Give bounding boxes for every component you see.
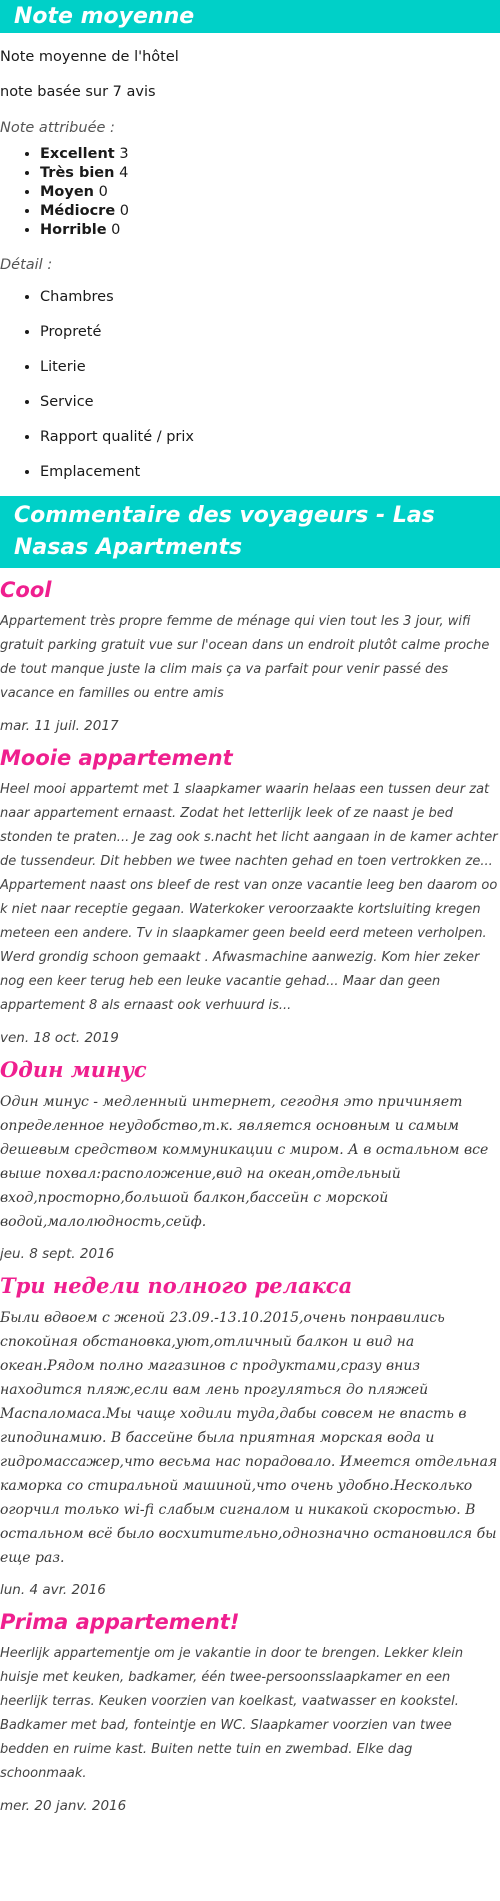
detail-list bbox=[0, 286, 500, 483]
rating-name: Excellent bbox=[40, 146, 115, 162]
detail-item-service: • Service bbox=[40, 391, 500, 413]
review-item bbox=[0, 1056, 500, 1264]
rating-count: 4 bbox=[119, 165, 129, 181]
review-title: Cool bbox=[0, 578, 52, 602]
review-title: Mooie appartement bbox=[0, 746, 233, 770]
review-title: Три недели полного релакса bbox=[0, 1273, 353, 1298]
detail-item-proprete: • Propreté bbox=[40, 321, 500, 343]
rating-count: 0 bbox=[111, 222, 121, 238]
rating-name: Horrible bbox=[40, 222, 107, 238]
rating-name: Moyen bbox=[40, 184, 94, 200]
detail-item-literie: • Literie bbox=[40, 356, 500, 378]
review-date: mar. 11 juil. 2017 bbox=[0, 718, 119, 734]
rating-name: Très bien bbox=[40, 165, 115, 181]
review-count-text: note basée sur 7 avis bbox=[0, 84, 156, 100]
ratings-label: Note attribuée : bbox=[0, 120, 115, 136]
detail-item-rapport-qualite-prix: • Rapport qualité / prix bbox=[40, 426, 500, 448]
review-body: Heel mooi appartemt met 1 slaapkamer waarin helaas een tussen deur zat naar appartement ernaast. Zodat het letterlijk leek of ze naast je bed stonden te praten... Je zag ook s.nacht het licht aangaan in de kamer achter de tussendeur. Dit hebben we twee nachten gehad en toen vertrokken ze... Appartement naast ons bleef de rest van onze vacantie leeg ben daarom oo k niet naar receptie gegaan. Waterkoker veroorzaakte kortsluiting kregen meteen een andere. Tv in slaapkamer geen beeld eerd meteen verholpen. Werd grondig schoon gemaakt . Afwasmachine aanwezig. Kom hier zeker nog een keer terug heb een leuke vacantie gehad... Maar dan geen appartement 8 als ernaast ook verhuurd is... bbox=[0, 782, 498, 1013]
rating-item-mediocre bbox=[40, 202, 500, 221]
detail-item-emplacement: • Emplacement bbox=[40, 461, 500, 483]
rating-item-horrible bbox=[40, 221, 500, 240]
review-body: Heerlijk appartementje om je vakantie in door te brengen. Lekker klein huisje met keuken, badkamer, één twee-persoonsslaapkamer en een heerlijk terras. Keuken voorzien van koelkast, vaatwasser en kookstel. Badkamer met bad, fonteintje en WC. Slaapkamer voorzien van twee bedden en ruime kast. Buiten nette tuin en zwembad. Elke dag schoonmaak. bbox=[0, 1646, 464, 1781]
review-title: Prima appartement! bbox=[0, 1610, 240, 1634]
detail-label: Détail : bbox=[0, 257, 53, 273]
rating-count: 3 bbox=[119, 146, 129, 162]
review-item bbox=[0, 744, 500, 1048]
review-date: lun. 4 avr. 2016 bbox=[0, 1582, 106, 1598]
review-item bbox=[0, 1608, 500, 1816]
review-title: Один минус bbox=[0, 1057, 147, 1082]
review-date: jeu. 8 sept. 2016 bbox=[0, 1246, 115, 1262]
rating-item-tres-bien bbox=[40, 164, 500, 183]
rating-item-excellent bbox=[40, 145, 500, 164]
review-date: ven. 18 oct. 2019 bbox=[0, 1030, 119, 1046]
rating-name: Médiocre bbox=[40, 203, 116, 219]
review-body: Один минус - медленный интернет, сегодня это причиняет определенное неудобство,т.к. является основным и самым дешевым средством коммуникации с миром. А в остальном все выше похвал:расположение,вид на океан,отдельный вход,просторно,большой балкон,бассейн с морской водой,малолюдность,сейф. bbox=[0, 1094, 489, 1230]
average-rating-heading: Note moyenne bbox=[0, 0, 500, 33]
review-item bbox=[0, 576, 500, 736]
review-body: Appartement très propre femme de ménage qui vien tout les 3 jour, wifi gratuit parking gratuit vue sur l'ocean dans un endroit plutôt calme proche de tout manque juste la clim mais ça va parfait pour venir passé des vacance en familles ou entre amis bbox=[0, 614, 490, 701]
review-body: Были вдвоем с женой 23.09.-13.10.2015,очень понравились спокойная обстановка,уют,отличный балкон и вид на океан.Рядом полно магазинов с продуктами,сразу вниз находится пляж,если вам лень прогуляться до пляжей Маспаломаса.Мы чаще ходили туда,дабы совсем не впасть в гиподинамию. В бассейне была приятная морская вода и гидромассажер,что весьма нас порадовало. Имеется отдельная каморка со стиральной машиной,что очень удобно.Несколько огорчил только wi-fi слабым сигналом и никакой скоростью. В остальном всё было восхитительно,однозначно остановился бы еще раз. bbox=[0, 1310, 498, 1566]
comments-heading: Commentaire des voyageurs - Las Nasas Apartments bbox=[0, 496, 500, 568]
rating-count: 0 bbox=[119, 203, 129, 219]
review-date: mer. 20 janv. 2016 bbox=[0, 1798, 127, 1814]
ratings-list bbox=[0, 145, 500, 240]
review-item bbox=[0, 1272, 500, 1600]
rating-item-moyen bbox=[40, 183, 500, 202]
rating-count: 0 bbox=[98, 184, 108, 200]
hotel-average-label: Note moyenne de l'hôtel bbox=[0, 49, 179, 65]
detail-item-chambres: • Chambres bbox=[40, 286, 500, 308]
